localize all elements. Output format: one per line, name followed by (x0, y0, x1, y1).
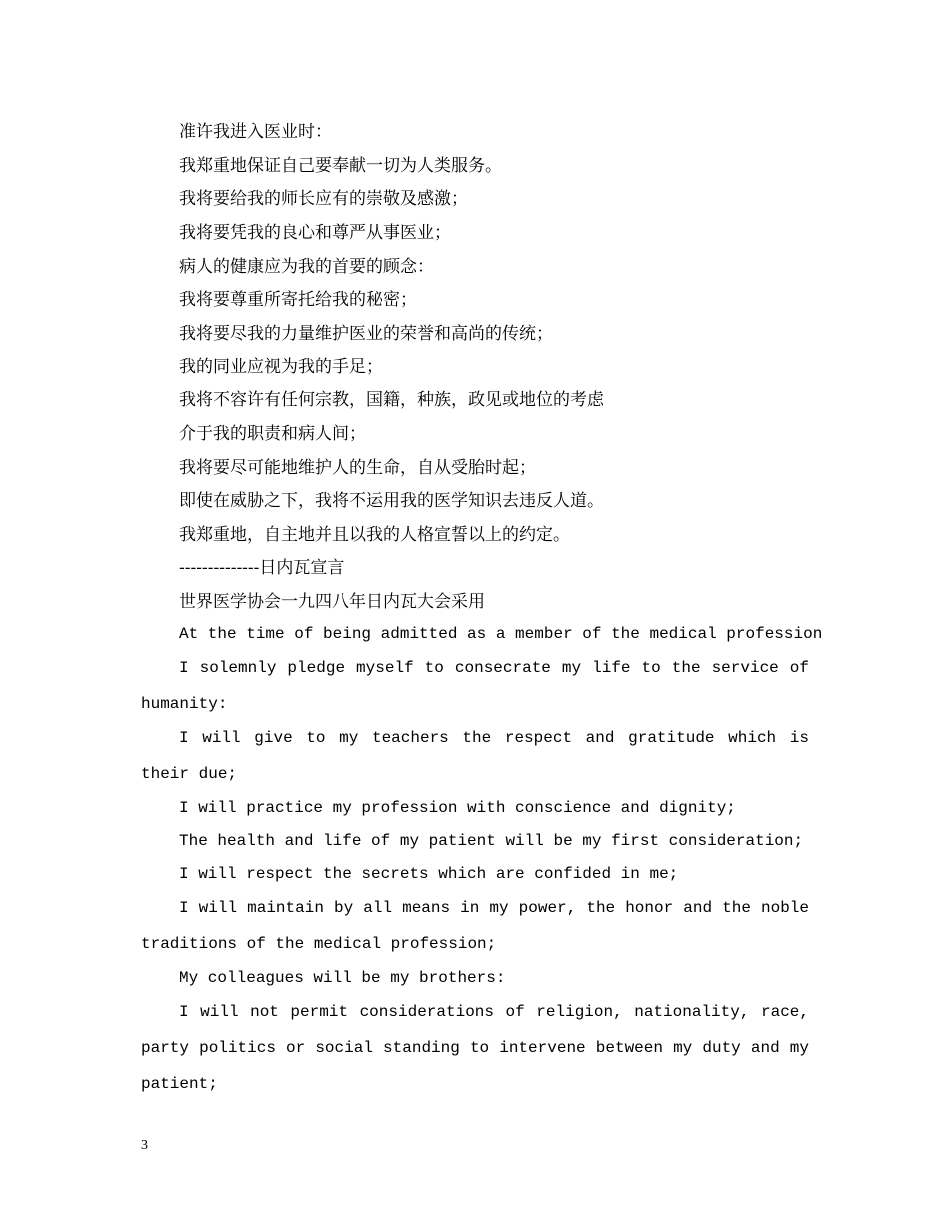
zh-line: 世界医学协会一九四八年日内瓦大会采用 (179, 592, 485, 612)
en-paragraph: I will give to my teachers the respect and gratitude which is their due; (141, 729, 809, 783)
page-number: 3 (141, 1138, 148, 1153)
zh-line: 我将要尽我的力量维护医业的荣誉和高尚的传统； (179, 324, 553, 344)
en-paragraph: I will not permit considerations of religion, nationality, race, party politics or social standing to intervene between my duty and my patient; (141, 1003, 809, 1093)
en-paragraph: My colleagues will be my brothers: (179, 969, 506, 987)
zh-line: 我郑重地保证自己要奉献一切为人类服务。 (179, 156, 502, 176)
zh-line: 准许我进入医业时： (179, 122, 332, 142)
zh-line: 我将要凭我的良心和尊严从事医业； (179, 223, 451, 243)
zh-line: 我将要尊重所寄托给我的秘密； (179, 290, 417, 310)
en-paragraph: I will respect the secrets which are confided in me; (179, 865, 679, 883)
zh-line: 我将不容许有任何宗教，国籍，种族，政见或地位的考虑 (179, 390, 604, 410)
zh-line: 我将要给我的师长应有的崇敬及感激； (179, 189, 468, 209)
en-paragraph: I solemnly pledge myself to consecrate my life to the service of humanity: (141, 659, 809, 713)
en-paragraph: At the time of being admitted as a member of the medical profession (179, 625, 823, 643)
zh-line: 我郑重地，自主地并且以我的人格宣誓以上的约定。 (179, 525, 570, 545)
zh-line: 病人的健康应为我的首要的顾念： (179, 257, 434, 277)
en-paragraph: I will practice my profession with conscience and dignity; (179, 799, 736, 817)
zh-line: 即使在威胁之下，我将不运用我的医学知识去违反人道。 (179, 491, 604, 511)
zh-line: 我将要尽可能地维护人的生命，自从受胎时起； (179, 458, 536, 478)
en-paragraph: I will maintain by all means in my power, the honor and the noble traditions of the medical profession; (141, 899, 809, 953)
zh-line: 我的同业应视为我的手足； (179, 357, 383, 377)
zh-line: 介于我的职责和病人间； (179, 424, 366, 444)
en-paragraph: The health and life of my patient will be my first consideration; (179, 832, 804, 850)
zh-line: --------------日内瓦宣言 (179, 558, 345, 578)
